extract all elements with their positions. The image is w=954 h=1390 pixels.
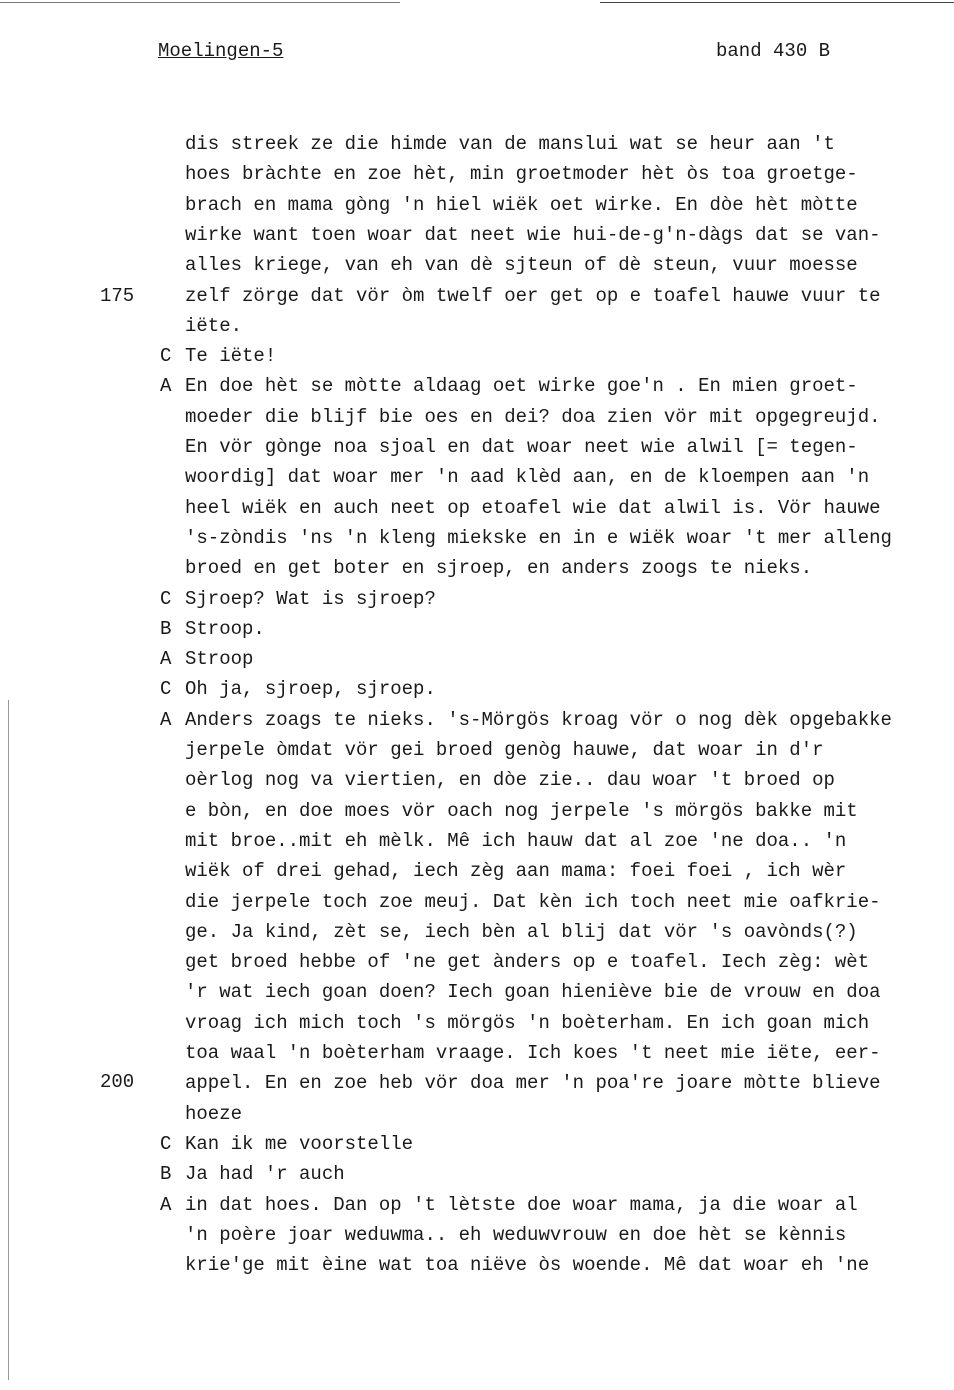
transcript-line: Ja had 'r auch: [185, 1163, 345, 1185]
transcript-line: zelf zörge dat vör òm twelf oer get op e toafel hauwe vuur te: [185, 285, 881, 307]
transcript-line: En vör gònge noa sjoal en dat woar neet wie alwil [= tegen-: [185, 436, 858, 458]
top-rule-right: [600, 2, 954, 3]
line-number: 175: [100, 285, 135, 307]
transcript-line: oèrlog nog va viertien, en dòe zie.. dau woar 't broed op: [185, 769, 835, 791]
left-margin-line: [8, 700, 9, 1380]
transcript-line: woordig] dat woar mer 'n aad klèd aan, en de kloempen aan 'n: [185, 466, 870, 488]
speaker-label: C: [160, 678, 172, 700]
speaker-label: A: [160, 375, 172, 397]
transcript-line: 'r wat iech goan doen? Iech goan hieniève bie de vrouw en doa: [185, 981, 881, 1003]
transcript-line: jerpele òmdat vör gei broed genòg hauwe, dat woar in d'r: [185, 739, 824, 761]
transcript-line: Anders zoags te nieks. 's-Mörgös kroag vör o nog dèk opgebakke: [185, 709, 892, 731]
transcript-line: die jerpele toch zoe meuj. Dat kèn ich toch neet mie oafkrie-: [185, 891, 881, 913]
document-header-title: Moelingen-5: [158, 40, 284, 62]
document-header-tape: band 430 B: [716, 40, 831, 62]
transcript-line: heel wiëk en auch neet op etoafel wie dat alwil is. Vör hauwe: [185, 497, 881, 519]
transcript-line: brach en mama gòng 'n hiel wiëk oet wirke. En dòe hèt mòtte: [185, 194, 858, 216]
transcript-line: En doe hèt se mòtte aldaag oet wirke goe'n . En mien groet-: [185, 375, 858, 397]
top-rule-left: [0, 2, 400, 3]
transcript-line: krie'ge mit èine wat toa niëve òs woende. Mê dat woar eh 'ne: [185, 1254, 870, 1276]
speaker-label: C: [160, 1133, 172, 1155]
transcript-line: 'n poère joar weduwma.. eh weduwvrouw en doe hèt se kènnis: [185, 1224, 847, 1246]
line-number: 200: [100, 1071, 135, 1093]
transcript-line: dis streek ze die himde van de manslui wat se heur aan 't: [185, 133, 835, 155]
transcript-line: Te iëte!: [185, 345, 277, 367]
transcript-line: wirke want toen woar dat neet wie hui-de-g'n-dàgs dat se van-: [185, 224, 881, 246]
transcript-line: in dat hoes. Dan op 't lètste doe woar mama, ja die woar al: [185, 1194, 858, 1216]
transcript-line: hoes bràchte en zoe hèt, min groetmoder hèt òs toa groetge-: [185, 163, 858, 185]
transcript-line: Stroop: [185, 648, 254, 670]
speaker-label: A: [160, 709, 172, 731]
transcript-line: broed en get boter en sjroep, en anders zoogs te nieks.: [185, 557, 813, 579]
speaker-label: B: [160, 618, 172, 640]
transcript-line: appel. En en zoe heb vör doa mer 'n poa're joare mòtte blieve: [185, 1072, 881, 1094]
speaker-label: C: [160, 588, 172, 610]
transcript-line: mit broe..mit eh mèlk. Mê ich hauw dat al zoe 'ne doa.. 'n: [185, 830, 847, 852]
speaker-label: A: [160, 648, 172, 670]
transcript-line: Stroop.: [185, 618, 265, 640]
transcript-line: vroag ich mich toch 's mörgös 'n boèterham. En ich goan mich: [185, 1012, 870, 1034]
transcript-line: ge. Ja kind, zèt se, iech bèn al blij dat vör 's oavònds(?): [185, 921, 858, 943]
transcript-line: moeder die blijf bie oes en dei? doa zien vör mit opgegreujd.: [185, 406, 881, 428]
transcript-line: wiëk of drei gehad, iech zèg aan mama: foei foei , ich wèr: [185, 860, 847, 882]
transcript-line: get broed hebbe of 'ne get ànders op e toafel. Iech zèg: wèt: [185, 951, 870, 973]
transcript-line: e bòn, en doe moes vör oach nog jerpele 's mörgös bakke mit: [185, 800, 858, 822]
transcript-line: Sjroep? Wat is sjroep?: [185, 588, 436, 610]
transcript-line: alles kriege, van eh van dè sjteun of dè steun, vuur moesse: [185, 254, 858, 276]
speaker-label: C: [160, 345, 172, 367]
speaker-label: A: [160, 1194, 172, 1216]
transcript-line: iëte.: [185, 315, 243, 337]
transcript-line: toa waal 'n boèterham vraage. Ich koes 't neet mie iëte, eer-: [185, 1042, 881, 1064]
speaker-label: B: [160, 1163, 172, 1185]
transcript-line: hoeze: [185, 1103, 243, 1125]
transcript-line: Oh ja, sjroep, sjroep.: [185, 678, 436, 700]
transcript-line: Kan ik me voorstelle: [185, 1133, 414, 1155]
transcript-line: 's-zòndis 'ns 'n kleng miekske en in e wiëk woar 't mer alleng: [185, 527, 892, 549]
